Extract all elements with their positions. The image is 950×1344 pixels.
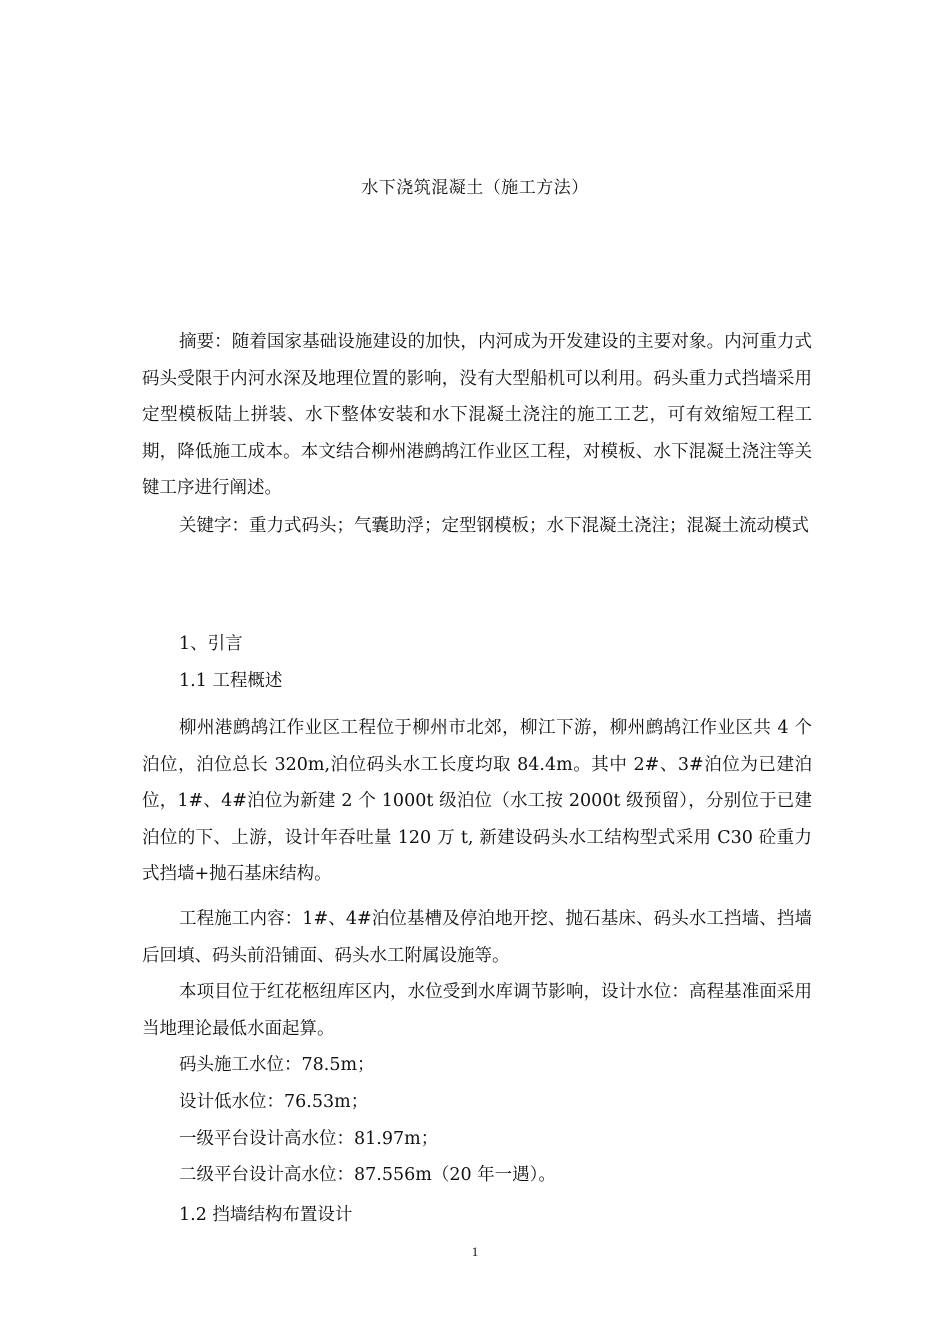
section-heading-1: 1、引言 [179, 634, 243, 654]
water-level-item: 码头施工水位：78.5m； [179, 1055, 375, 1075]
water-level-item: 一级平台设计高水位：81.97m； [179, 1129, 439, 1149]
location-paragraph: 本项目位于红花柩纽库区内，水位受到水库调节影响，设计水位：高程基准面采用当地理论最低水面起算。 [142, 982, 812, 1039]
keywords-paragraph: 关键字：重力式码头；气囊助浮；定型钢模板；水下混凝土浇注；混凝土流动模式 [179, 516, 809, 536]
water-level-item: 二级平台设计高水位：87.556m（20 年一遇）。 [179, 1165, 556, 1185]
overview-paragraph: 柳州港鹧鸪江作业区工程位于柳州市北郊，柳江下游，柳州鹧鸪江作业区共 4 个泊位，泊位总长 320m,泊位码头水工长度均取 84.4m。其中 2#、3#泊位为已建泊位，1#、4#泊位为新建 2 个 1000t 级泊位（水工按 2000t 级预留），分别位于已建泊位的下、上游，设计年吞吐量 120 万 t, 新建设码头水工结构型式采用 C30 砼重力式挡墙+抛石基床结构。 [142, 718, 812, 884]
document-title: 水下浇筑混凝土（施工方法） [361, 178, 589, 198]
abstract-paragraph: 摘要：随着国家基础设施建设的加快，内河成为开发建设的主要对象。内河重力式码头受限于内河水深及地理位置的影响，没有大型船机可以利用。码头重力式挡墙采用定型模板陆上拼装、水下整体安装和水下混凝土浇注的施工工艺，可有效缩短工程工期，降低施工成本。本文结合柳州港鹧鸪江作业区工程，对模板、水下混凝土浇注等关键工序进行阐述。 [142, 332, 812, 498]
page-number: 1 [471, 1244, 479, 1259]
water-level-item: 设计低水位：76.53m； [179, 1092, 369, 1112]
section-heading-1-1: 1.1 工程概述 [179, 671, 283, 691]
content-paragraph: 工程施工内容：1#、4#泊位基槽及停泊地开挖、抛石基床、码头水工挡墙、挡墙后回填、码头前沿铺面、码头水工附属设施等。 [142, 909, 812, 966]
section-heading-1-2: 1.2 挡墙结构布置设计 [179, 1205, 353, 1225]
